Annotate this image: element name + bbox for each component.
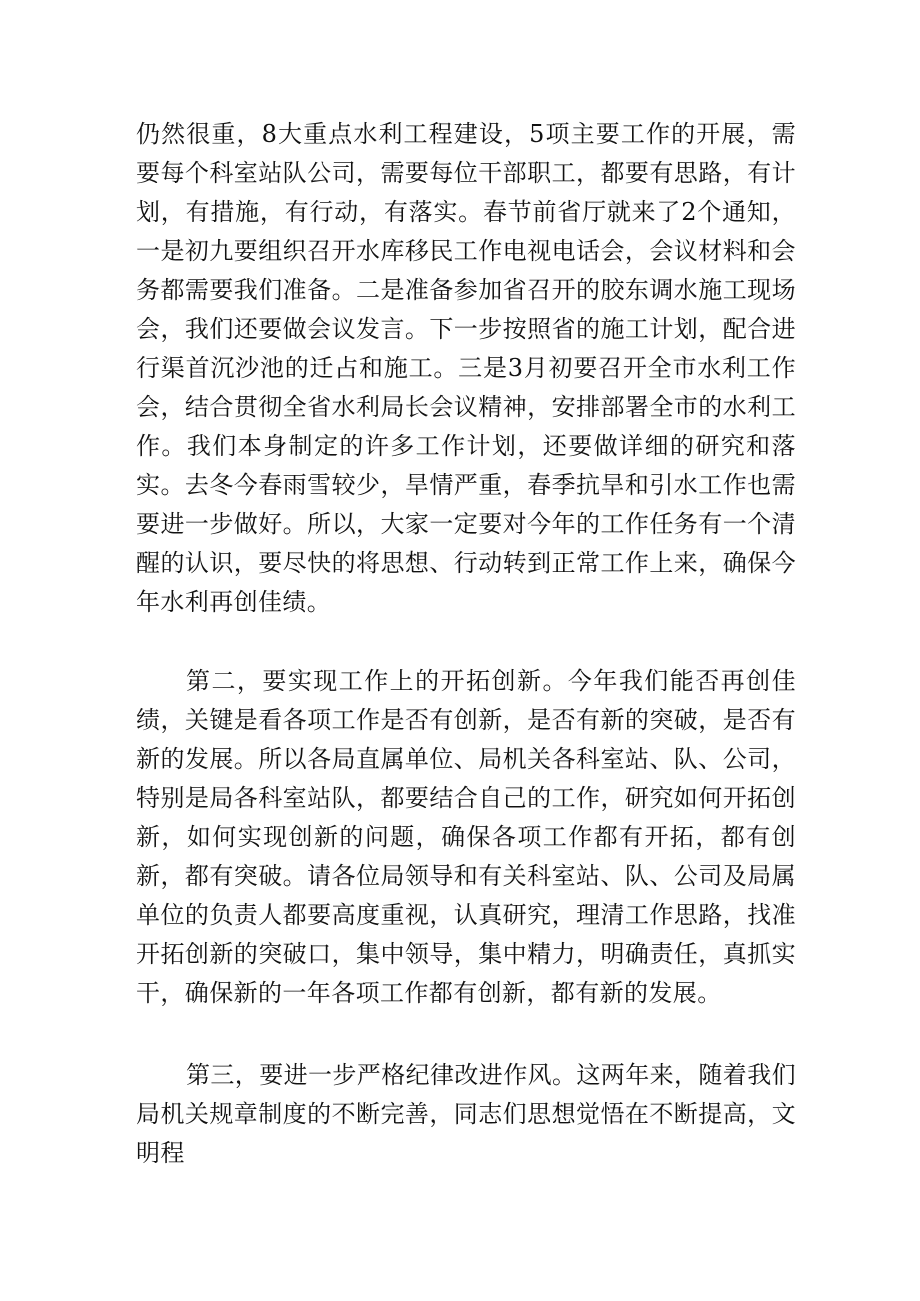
paragraph-workload: 仍然很重，8大重点水利工程建设，5项主要工作的开展，需要每个科室站队公司，需要每位干部职工，都要有思路，有计划，有措施，有行动，有落实。春节前省厅就来了2个通知，一是初九要组织召开水库移民工作电视电话会，会议材料和会务都需要我们准备。二是准备参加省召开的胶东调水施工现场会，我们还要做会议发言。下一步按照省的施工计划，配合进行渠首沉沙池的迁占和施工。三是3月初要召开全市水利工作会，结合贯彻全省水利局长会议精神，安排部署全市的水利工作。我们本身制定的许多工作计划，还要做详细的研究和落实。去冬今春雨雪较少，旱情严重，春季抗旱和引水工作也需要进一步做好。所以，大家一定要对今年的工作任务有一个清醒的认识，要尽快的将思想、行动转到正常工作上来，确保今年水利再创佳绩。	[136, 120, 796, 616]
paragraph-discipline: 第三，要进一步严格纪律改进作风。这两年来，随着我们局机关规章制度的不断完善，同志们思想觉悟在不断提高，文明程	[136, 1061, 796, 1167]
paragraph-innovation: 第二，要实现工作上的开拓创新。今年我们能否再创佳绩，关键是看各项工作是否有创新，是否有新的突破，是否有新的发展。所以各局直属单位、局机关各科室站、队、公司，特别是局各科室站队，都要结合自己的工作，研究如何开拓创新，如何实现创新的问题，确保各项工作都有开拓，都有创新，都有突破。请各位局领导和有关科室站、队、公司及局属单位的负责人都要高度重视，认真研究，理清工作思路，找准开拓创新的突破口，集中领导，集中精力，明确责任，真抓实干，确保新的一年各项工作都有创新，都有新的发展。	[136, 667, 796, 1007]
